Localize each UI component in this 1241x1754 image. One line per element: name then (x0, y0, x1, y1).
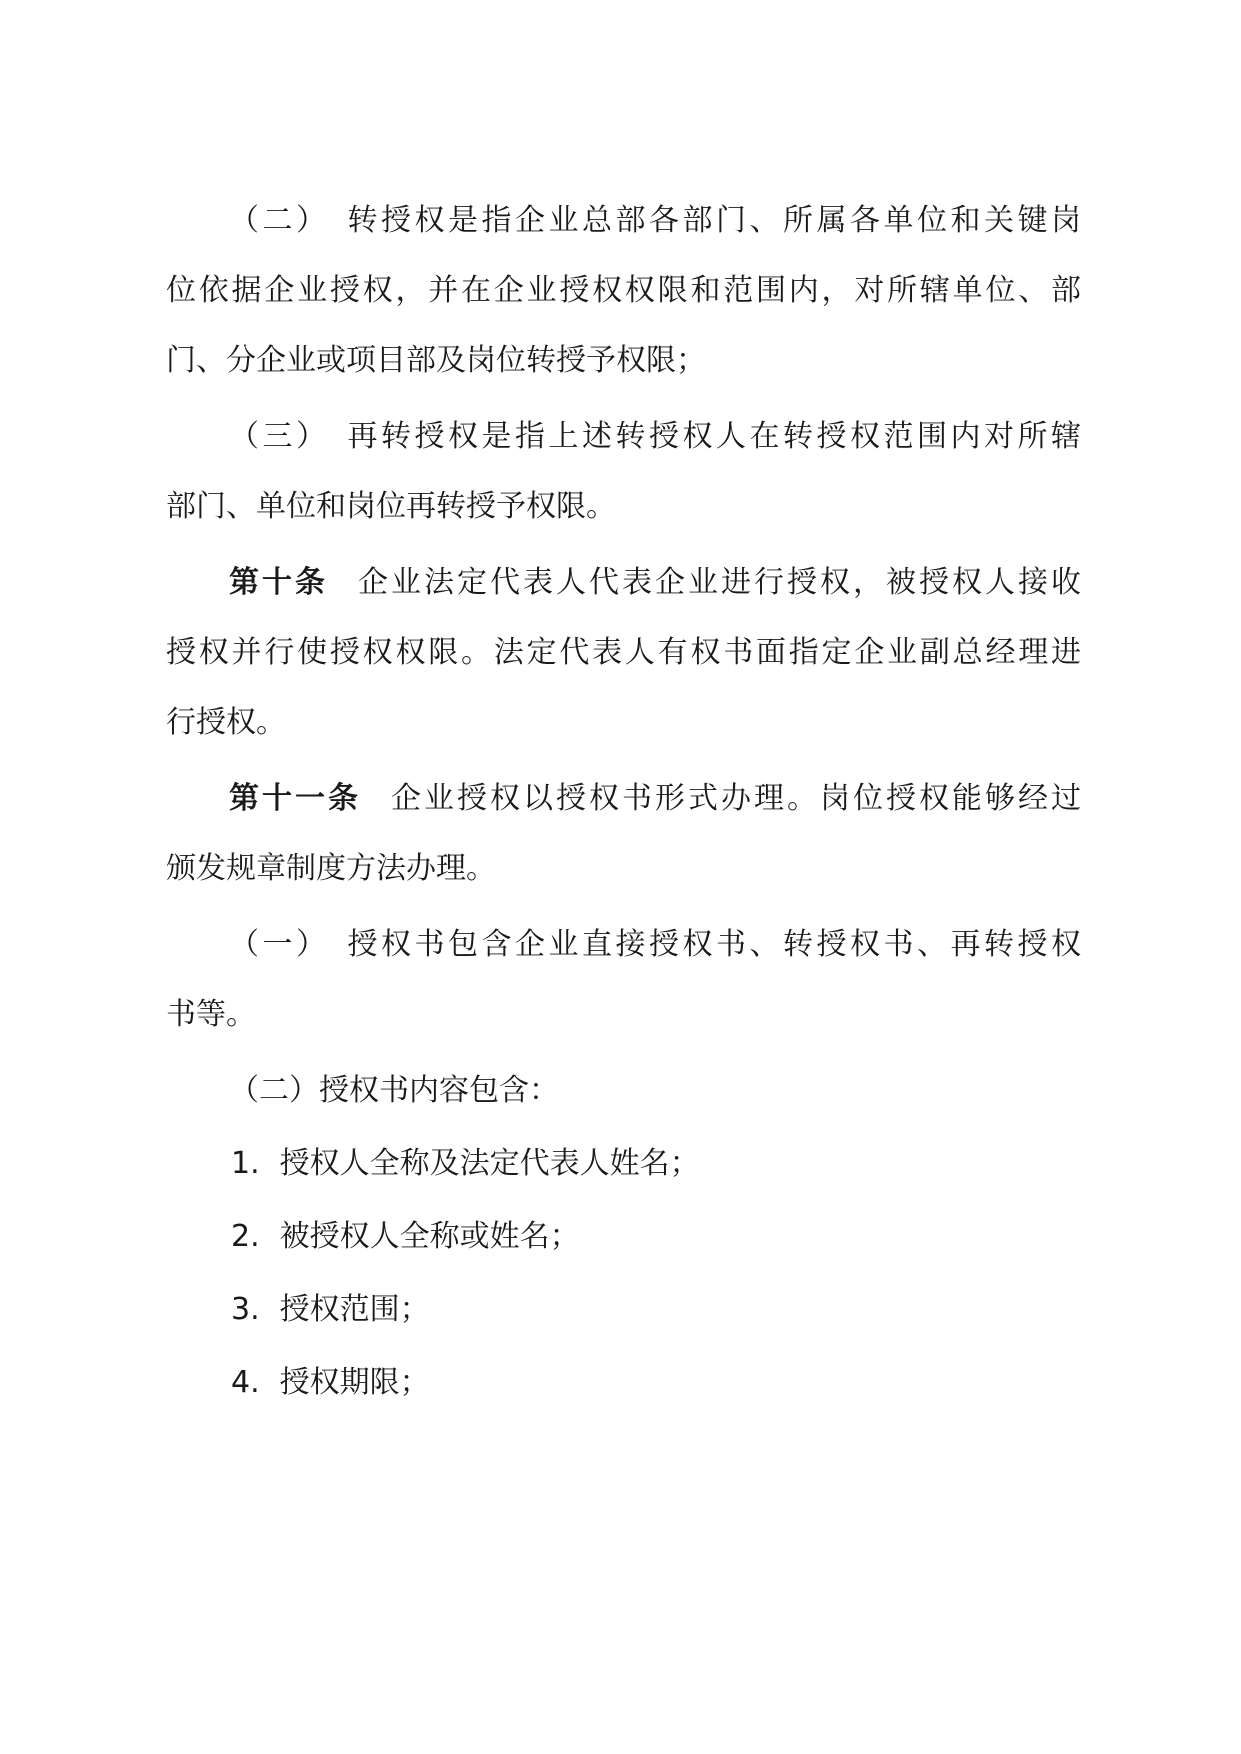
paragraph-text: 部门、单位和岗位再转授予权限。 (166, 489, 616, 524)
list-number: 1. (231, 1146, 260, 1181)
paragraph-line (229, 201, 1081, 241)
paragraph-text: （二）授权书内容包含： (229, 1073, 559, 1108)
list-text: 授权范围； (279, 1292, 430, 1327)
paragraph-line (166, 703, 1081, 743)
paragraph-line (229, 779, 1081, 819)
list-number: 4. (231, 1365, 260, 1400)
item-marker: （一） (229, 927, 330, 962)
paragraph-text: 转授权是指企业总部各部门、所属各单位和关键岗 (347, 203, 1081, 238)
list-number: 2. (231, 1219, 260, 1254)
paragraph-line (229, 563, 1081, 603)
paragraph-line (166, 633, 1081, 673)
paragraph-text: 门、分企业或项目部及岗位转授予权限； (166, 343, 706, 378)
paragraph-text: 颁发规章制度方法办理。 (166, 851, 496, 886)
paragraph-text: 授权并行使授权权限。法定代表人有权书面指定企业副总经理进 (166, 635, 1081, 670)
list-number: 3. (231, 1292, 260, 1327)
paragraph-line (229, 417, 1081, 457)
list-item (231, 1363, 1081, 1403)
paragraph-text: 授权书包含企业直接授权书、转授权书、再转授权 (347, 927, 1081, 962)
paragraph-line (229, 1071, 1081, 1111)
list-item (231, 1217, 1081, 1257)
item-marker: （三） (229, 419, 330, 454)
paragraph-line (166, 995, 1081, 1035)
article-heading: 第十条 (229, 565, 328, 600)
list-text: 授权人全称及法定代表人姓名； (279, 1146, 700, 1181)
paragraph-text: 位依据企业授权，并在企业授权权限和范围内，对所辖单位、部 (166, 273, 1081, 308)
list-item (231, 1144, 1081, 1184)
paragraph-line (166, 341, 1081, 381)
paragraph-text: 行授权。 (166, 705, 286, 740)
list-text: 授权期限； (279, 1365, 430, 1400)
item-marker: （二） (229, 203, 330, 238)
paragraph-text: 企业法定代表人代表企业进行授权，被授权人接收 (358, 565, 1081, 600)
paragraph-line (166, 849, 1081, 889)
paragraph-line (229, 925, 1081, 965)
paragraph-text: 再转授权是指上述转授权人在转授权范围内对所辖 (347, 419, 1081, 454)
paragraph-text: 企业授权以授权书形式办理。岗位授权能够经过 (391, 781, 1081, 816)
paragraph-line (166, 487, 1081, 527)
paragraph-text: 书等。 (166, 997, 256, 1032)
list-text: 被授权人全称或姓名； (279, 1219, 580, 1254)
article-heading: 第十一条 (229, 781, 361, 816)
list-item (231, 1290, 1081, 1330)
paragraph-line (166, 271, 1081, 311)
